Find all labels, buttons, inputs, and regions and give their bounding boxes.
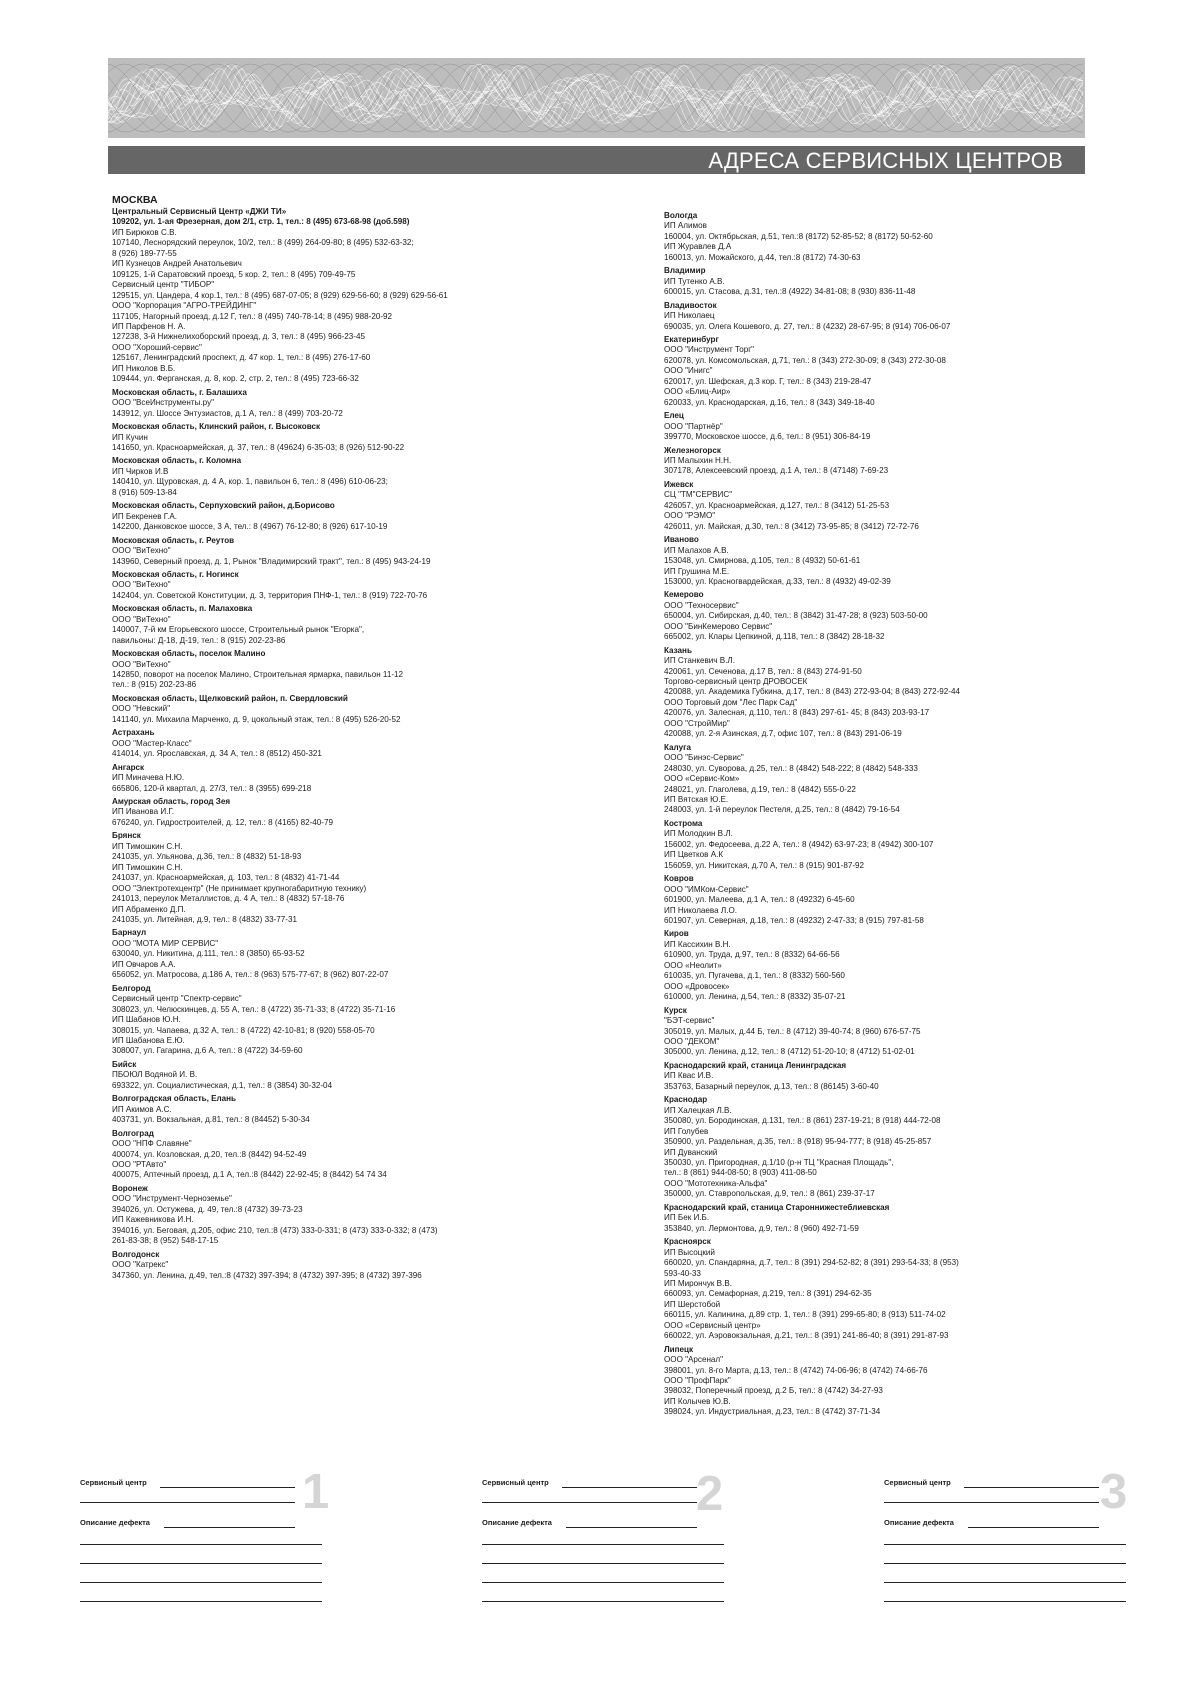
address-line: 248003, ул. 1-й переулок Пестеля, д.25, тел.: 8 (4842) 79-16-54 — [664, 805, 900, 815]
address-line: ИП Мирончук В.В. — [664, 1278, 732, 1288]
service-coupon-1 — [80, 1465, 380, 1618]
address-line: ООО "СтройМир" — [664, 718, 730, 728]
city-heading: Астрахань — [112, 728, 155, 738]
address-line: ИП Кажевникова И.Н. — [112, 1215, 194, 1225]
coupon-defect-line-2[interactable] — [482, 1563, 724, 1564]
city-heading: Московская область, г. Коломна — [112, 456, 242, 466]
address-line: ИП Станкевич В.Л. — [664, 656, 735, 666]
address-line: 140007, 7-й км Егорьевского шоссе, Строительный рынок "Егорка", — [112, 625, 365, 635]
address-line: 660022, ул. Аэровокзальная, д.21, тел.: 8 (391) 241-86-40; 8 (391) 291-87-93 — [664, 1331, 949, 1341]
address-line: ООО "Корпорация "АГРО-ТРЕЙДИНГ" — [112, 301, 257, 311]
address-line: ИП Тимошкин С.Н. — [112, 841, 183, 851]
city-heading: Московская область, г. Реутов — [112, 535, 235, 545]
decorative-guilloche-band — [108, 58, 1085, 138]
service-coupon-2 — [482, 1467, 782, 1618]
address-line: ООО "РЭМО" — [664, 511, 716, 521]
city-heading: 109202, ул. 1-ая Фрезерная, дом 2/1, стр. 1, тел.: 8 (495) 673-68-98 (доб.598) — [112, 217, 410, 227]
address-line: 403731, ул. Вокзальная, д.81, тел.: 8 (84452) 5-30-34 — [112, 1115, 310, 1125]
address-line: ООО "Мототехника-Альфа" — [664, 1178, 768, 1188]
address-line: ООО "Партнёр" — [664, 421, 723, 431]
coupon-defect-line-4[interactable] — [482, 1601, 724, 1602]
address-line: ИП Абраменко Д.П. — [112, 904, 186, 914]
address-line: ИП Шерстобой — [664, 1299, 721, 1309]
coupon-number: 1 — [302, 1465, 330, 1519]
address-line: ИП Акимов А.С. — [112, 1104, 172, 1114]
address-line: ООО "Невский" — [112, 704, 171, 714]
address-line: ООО "ВиТехно" — [112, 659, 171, 669]
address-line: 420088, ул. Академика Губкина, д.17, тел.: 8 (843) 272-93-04; 8 (843) 272-92-44 — [664, 687, 961, 697]
address-line: ООО "Инструмент-Черноземье" — [112, 1194, 232, 1204]
address-line: 347360, ул. Ленина, д.49, тел.:8 (4732) 397-394; 8 (4732) 397-395; 8 (4732) 397-396 — [112, 1270, 422, 1280]
address-line: ИП Грушина М.Е. — [664, 566, 730, 576]
coupon-service-label: Сервисный центр — [884, 1478, 951, 1487]
address-line: 398024, ул. Индустриальная, д.23, тел.: 8 (4742) 37-71-34 — [664, 1407, 881, 1417]
address-line: ИП Николаева Л.О. — [664, 905, 737, 915]
title-bar — [108, 146, 1085, 174]
address-line: ИП Малыхин Н.Н. — [664, 455, 732, 465]
address-line: ООО «Сервис-Ком» — [664, 774, 740, 784]
address-line: 399770, Московское шоссе, д.6, тел.: 8 (951) 306-84-19 — [664, 432, 871, 442]
coupon-service-label: Сервисный центр — [482, 1478, 549, 1487]
address-line: павильоны: Д-18, Д-19, тел.: 8 (915) 202-23-86 — [112, 635, 286, 645]
address-line: 676240, ул. Гидростроителей, д. 12, тел.: 8 (4165) 82-40-79 — [112, 817, 333, 827]
city-heading: Вологда — [664, 211, 698, 220]
page-title: АДРЕСА СЕРВИСНЫХ ЦЕНТРОВ — [708, 148, 1063, 173]
address-line: 630040, ул. Никитина, д.111, тел.: 8 (3850) 65-93-52 — [112, 949, 305, 959]
city-heading: Брянск — [112, 831, 141, 841]
coupon-defect-field[interactable] — [566, 1527, 697, 1528]
address-line: 620033, ул. Краснодарская, д.16, тел.: 8 (343) 349-18-40 — [664, 397, 875, 407]
address-line: ООО "ДЕКОМ" — [664, 1036, 720, 1046]
address-line: "БЭТ-сервис" — [664, 1016, 715, 1026]
address-line: 129515, ул. Цандера, 4 кор.1, тел.: 8 (495) 687-07-05; 8 (929) 629-56-60; 8 (929) 629-56-61 — [112, 290, 448, 300]
address-line: ООО "Инигс" — [664, 366, 713, 376]
address-line: 142200, Данковское шоссе, 3 А, тел.: 8 (4967) 76-12-80; 8 (926) 617-10-19 — [112, 522, 388, 532]
address-line: 426057, ул. Красноармейская, д.127, тел.: 8 (3412) 51-25-53 — [664, 500, 890, 510]
address-line: Торгово-сервисный центр ДРОВОСЕК — [664, 677, 808, 687]
address-line: ИП Шабанова Е.Ю. — [112, 1035, 185, 1045]
city-heading: Московская область, поселок Малино — [112, 649, 266, 659]
service-centers-column-left — [112, 194, 582, 1281]
address-line: ООО "НПФ Славяне" — [112, 1139, 192, 1149]
address-line: 398032, Поперечный проезд, д.2 Б, тел.: 8 (4742) 34-27-93 — [664, 1386, 883, 1396]
address-line: 248021, ул. Глаголева, д.19, тел.: 8 (4842) 555-0-22 — [664, 784, 856, 794]
address-line: ИП Овчаров А.А. — [112, 959, 176, 969]
address-line: ИП Квас И.В. — [664, 1071, 714, 1081]
address-line: ИП Парфенов Н. А. — [112, 321, 186, 331]
address-line: 160004, ул. Октябрьская, д.51, тел.:8 (8172) 52-85-52; 8 (8172) 50-52-60 — [664, 231, 933, 241]
address-line: ООО "РТАвто" — [112, 1159, 167, 1169]
service-centers-column-right — [664, 211, 1134, 1418]
address-line: ИП Халецкая Л.В. — [664, 1105, 732, 1115]
city-heading: Липецк — [664, 1344, 694, 1354]
address-line: 610000, ул. Ленина, д.54, тел.: 8 (8332) 35-07-21 — [664, 992, 846, 1002]
address-line: ИП Голубев — [664, 1126, 709, 1136]
address-line: 650004, ул. Сибирская, д.40, тел.: 8 (3842) 31-47-28; 8 (923) 503-50-00 — [664, 611, 928, 621]
address-line: 350900, ул. Раздельная, д.35, тел.: 8 (918) 95-94-777; 8 (918) 45-25-857 — [664, 1137, 932, 1147]
address-line: 141650, ул. Красноармейская, д. 37, тел.: 8 (49624) 6-35-03; 8 (926) 512-90-22 — [112, 442, 405, 452]
address-line: ИП Малахов А.В. — [664, 545, 729, 555]
address-line: 610900, ул. Труда, д.97, тел.: 8 (8332) 64-66-56 — [664, 950, 840, 960]
address-line: ИП Тутенко А.В. — [664, 276, 725, 286]
address-line: 353763, Базарный переулок, д.13, тел.: 8 (86145) 3-60-40 — [664, 1081, 879, 1091]
city-heading: Белгород — [112, 983, 151, 993]
coupon-service-field[interactable] — [160, 1487, 295, 1488]
address-line: ИП Цветков А.К — [664, 850, 724, 860]
city-heading: Московская область, Клинский район, г. Высоковск — [112, 422, 321, 432]
address-line: 248030, ул. Суворова, д.25, тел.: 8 (4842) 548-222; 8 (4842) 548-333 — [664, 763, 918, 773]
coupon-defect-line-1[interactable] — [884, 1544, 1126, 1545]
city-heading: Иваново — [664, 535, 699, 545]
address-line: ООО "ВсеИнструменты.ру" — [112, 398, 215, 408]
address-line: ООО "ВиТехно" — [112, 580, 171, 590]
service-coupon-3 — [884, 1465, 1184, 1618]
coupon-number: 2 — [696, 1467, 724, 1521]
address-line: ИП Шабанов Ю.Н. — [112, 1015, 181, 1025]
address-line: 593-40-33 — [664, 1268, 701, 1278]
address-line: 153000, ул. Красногвардейская, д.33, тел.: 8 (4932) 49-02-39 — [664, 576, 891, 586]
address-line: 305000, ул. Ленина, д.12, тел.: 8 (4712) 51-20-10; 8 (4712) 51-02-01 — [664, 1047, 915, 1057]
city-heading: Курск — [664, 1005, 687, 1015]
address-line: 394016, ул. Беговая, д.205, офис 210, тел.:8 (473) 333-0-331; 8 (473) 333-0-332; 8 (473) — [112, 1225, 438, 1235]
coupon-service-field-line2[interactable] — [482, 1502, 697, 1503]
address-line: 308023, ул. Челюскинцев, д. 55 А, тел.: 8 (4722) 35-71-33; 8 (4722) 35-71-16 — [112, 1004, 396, 1014]
address-line: ООО "Арсенал" — [664, 1355, 724, 1365]
city-heading: Краснодарский край, станица Староннижестеблиевская — [664, 1202, 890, 1212]
address-line: 665002, ул. Клары Цепкиной, д.118, тел.: 8 (3842) 28-18-32 — [664, 632, 885, 642]
address-line: 600015, ул. Стасова, д.31, тел.:8 (4922) 34-81-08; 8 (930) 836-11-48 — [664, 287, 916, 297]
city-heading: Московская область, г. Ногинск — [112, 569, 239, 579]
city-heading: Волгоградская область, Елань — [112, 1094, 237, 1104]
city-heading: Елец — [664, 411, 684, 421]
address-line: ИП Колычев Ю.В. — [664, 1396, 731, 1406]
address-line: ИП Вятская Ю.Е. — [664, 795, 729, 805]
address-line: 8 (916) 509-13-84 — [112, 487, 177, 497]
city-heading: Красноярск — [664, 1237, 711, 1247]
address-line: 420088, ул. 2-я Азинская, д.7, офис 107, тел.: 8 (843) 291-06-19 — [664, 729, 902, 739]
city-heading: Московская область, п. Малаховка — [112, 604, 253, 614]
address-line: 420076, ул. Залесная, д.110, тел.: 8 (843) 297-61- 45; 8 (843) 203-93-17 — [664, 708, 930, 718]
city-heading: Ковров — [664, 874, 694, 884]
address-line: 305019, ул. Малых, д.44 Б, тел.: 8 (4712) 39-40-74; 8 (960) 676-57-75 — [664, 1026, 921, 1036]
coupon-defect-line-4[interactable] — [884, 1601, 1126, 1602]
city-heading: Московская область, Щелковский район, п. Свердловский — [112, 693, 348, 703]
coupon-defect-line-3[interactable] — [80, 1582, 322, 1583]
city-heading: Волгоград — [112, 1128, 154, 1138]
address-line: 693322, ул. Социалистическая, д.1, тел.: 8 (3854) 30-32-04 — [112, 1080, 333, 1090]
address-line: 143912, ул. Шоссе Энтузиастов, д.1 А, тел.: 8 (499) 703-20-72 — [112, 408, 343, 418]
address-line: 656052, ул. Матросова, д.186 А, тел.: 8 (963) 575-77-67; 8 (962) 807-22-07 — [112, 970, 389, 980]
coupon-number: 3 — [1100, 1465, 1128, 1519]
city-heading: Владивосток — [664, 300, 717, 310]
address-line: ООО "Бинэс-Сервис" — [664, 753, 744, 763]
city-heading: Бийск — [112, 1059, 137, 1069]
address-line: ООО "Хороший-сервис" — [112, 342, 202, 352]
coupon-defect-label: Описание дефекта — [884, 1518, 954, 1527]
city-heading: МОСКВА — [112, 194, 158, 206]
address-line: ООО «Дровосек» — [664, 981, 730, 991]
city-heading: Владимир — [664, 266, 706, 276]
address-line: ИП Бекренев Г.А. — [112, 511, 178, 521]
address-line: 308015, ул. Чапаева, д.32 А, тел.: 8 (4722) 42-10-81; 8 (920) 558-05-70 — [112, 1025, 375, 1035]
address-line: ООО "МОТА МИР СЕРВИС" — [112, 938, 219, 948]
address-line: ООО "ВиТехно" — [112, 546, 171, 556]
address-line: 153048, ул. Смирнова, д.105, тел.: 8 (4932) 50-61-61 — [664, 556, 861, 566]
address-line: ИП Алимов — [664, 221, 707, 231]
address-line: 308007, ул. Гагарина, д.6 А, тел.: 8 (4722) 34-59-60 — [112, 1046, 303, 1056]
address-line: 140410, ул. Щуровская, д. 4 А, кор. 1, павильон 6, тел.: 8 (496) 610-06-23; — [112, 477, 388, 487]
city-heading: Киров — [664, 929, 689, 939]
coupon-service-field-line2[interactable] — [884, 1502, 1099, 1503]
address-line: ИП Иванова И.Г. — [112, 807, 175, 817]
address-line: ООО "Электротехцентр" (Не принимает крупногабаритную технику) — [112, 883, 367, 893]
address-line: СЦ "ТМ"СЕРВИС" — [664, 490, 733, 500]
address-line: ИП Миначева Н.Ю. — [112, 773, 185, 783]
address-line: 109444, ул. Ферганская, д. 8, кор. 2, стр. 2, тел.: 8 (495) 723-66-32 — [112, 374, 359, 384]
coupon-defect-line-1[interactable] — [482, 1544, 724, 1545]
address-line: 107140, Леснорядский переулок, 10/2, тел.: 8 (499) 264-09-80; 8 (495) 532-63-32; — [112, 238, 414, 248]
address-line: тел.: 8 (915) 202-23-86 — [112, 680, 197, 690]
address-line: ИП Кузнецов Андрей Анатольевич — [112, 259, 242, 269]
coupon-defect-line-1[interactable] — [80, 1544, 322, 1545]
address-line: 241035, ул. Литейная, д.9, тел.: 8 (4832) 33-77-31 — [112, 915, 297, 924]
address-line: 660093, ул. Семафорная, д.219, тел.: 8 (391) 294-62-35 — [664, 1289, 872, 1299]
address-line: 127238, 3-й Нижнелихоборский проезд, д. 3, тел.: 8 (495) 966-23-45 — [112, 332, 365, 342]
city-heading: Московская область, г. Балашиха — [112, 387, 247, 397]
coupon-defect-line-4[interactable] — [80, 1601, 322, 1602]
address-line: 125167, Ленинградский проспект, д. 47 кор. 1, тел.: 8 (495) 276-17-60 — [112, 353, 371, 363]
address-line: ООО "ВиТехно" — [112, 614, 171, 624]
address-line: ООО «Сервисный центр» — [664, 1320, 761, 1330]
city-heading: Железногорск — [664, 445, 721, 455]
address-line: 398001, ул. 8-го Марта, д.13, тел.: 8 (4742) 74-06-96; 8 (4742) 74-66-76 — [664, 1365, 928, 1375]
city-heading: Ижевск — [664, 479, 694, 489]
address-line: 601900, ул. Малеева, д.1 А, тел.: 8 (49232) 6-45-60 — [664, 895, 855, 905]
city-heading: Московская область, Серпуховский район, д.Борисово — [112, 501, 335, 511]
city-heading: Краснодар — [664, 1095, 708, 1105]
address-line: ПБОЮЛ Водяной И. В. — [112, 1070, 198, 1080]
address-line: 420061, ул. Сеченова, д.17 В, тел.: 8 (843) 274-91-50 — [664, 666, 862, 676]
address-line: Сервисный центр "Спектр-сервис" — [112, 994, 242, 1004]
address-line: 690035, ул. Олега Кошевого, д. 27, тел.: 8 (4232) 28-67-95; 8 (914) 706-06-07 — [664, 321, 951, 331]
address-line: ИП Чирков И.В — [112, 466, 169, 476]
coupon-defect-field[interactable] — [164, 1527, 295, 1528]
address-line: ИП Дуванский — [664, 1147, 718, 1157]
city-heading: Кемерово — [664, 590, 704, 600]
address-line: 141140, ул. Михаила Марченко, д. 9, цокольный этаж, тел.: 8 (495) 526-20-52 — [112, 714, 401, 724]
city-heading: Казань — [664, 645, 692, 655]
address-line: 620017, ул. Шефская, д.3 кор. Г, тел.: 8 (343) 219-28-47 — [664, 376, 872, 386]
address-line: тел.: 8 (861) 944-08-50; 8 (903) 411-08-50 — [664, 1168, 817, 1178]
address-line: 117105, Нагорный проезд, д.12 Г, тел.: 8 (495) 740-78-14; 8 (495) 988-20-92 — [112, 311, 393, 321]
address-line: ООО "Инструмент Торг" — [664, 345, 755, 355]
address-line: 160013, ул. Можайского, д.44, тел.:8 (8172) 74-30-63 — [664, 252, 861, 262]
address-line: ООО Торговый дом "Лес Парк Сад" — [664, 697, 798, 707]
address-line: ИП Кучин — [112, 432, 148, 442]
address-line: 620078, ул. Комсомольская, д.71, тел.: 8 (343) 272-30-09; 8 (343) 272-30-08 — [664, 355, 946, 365]
coupon-defect-line-2[interactable] — [884, 1563, 1126, 1564]
address-line: 109125, 1-й Саратовский проезд, 5 кор. 2, тел.: 8 (495) 709-49-75 — [112, 269, 356, 279]
address-line: ИП Кассихин В.Н. — [664, 939, 731, 949]
city-heading: Ангарск — [112, 762, 145, 772]
address-line: ООО «Неолит» — [664, 960, 722, 970]
address-line: 156059, ул. Никитская, д.70 А, тел.: 8 (915) 901-87-92 — [664, 860, 865, 870]
city-heading: Екатеринбург — [664, 334, 719, 344]
city-heading: Центральный Сервисный Центр «ДЖИ ТИ» — [112, 207, 287, 216]
coupon-service-label: Сервисный центр — [80, 1478, 147, 1487]
address-line: ООО "БинКемерово Сервис" — [664, 621, 773, 631]
address-line: ООО «Блиц-Аир» — [664, 387, 731, 397]
address-line: Сервисный центр "ТИБОР" — [112, 280, 215, 290]
address-line: ИП Бек И.Б. — [664, 1213, 710, 1223]
address-line: 241013, переулок Металлистов, д. 4 А, тел.: 8 (4832) 57-18-76 — [112, 894, 345, 904]
coupon-service-field[interactable] — [562, 1487, 697, 1488]
address-line: 665806, 120-й квартал, д. 27/3, тел.: 8 (3955) 699-218 — [112, 783, 312, 793]
address-line: ИП Николов В.Б. — [112, 363, 176, 373]
coupon-defect-line-3[interactable] — [482, 1582, 724, 1583]
address-line: ООО "Техносервис" — [664, 600, 739, 610]
address-line: ИП Тимошкин С.Н. — [112, 862, 183, 872]
address-line: 241037, ул. Красноармейская, д. 103, тел.: 8 (4832) 41-71-44 — [112, 873, 340, 883]
address-line: ООО "ПрофПарк" — [664, 1376, 731, 1386]
address-line: ООО "ИМКом-Сервис" — [664, 884, 749, 894]
address-line: ИП Высоцкий — [664, 1247, 715, 1257]
address-line: 414014, ул. Ярославская, д. 34 А, тел.: 8 (8512) 450-321 — [112, 749, 322, 759]
address-line: 660020, ул. Спандаряна, д.7, тел.: 8 (391) 294-52-82; 8 (391) 293-54-33; 8 (953) — [664, 1258, 959, 1268]
address-line: 601907, ул. Северная, д.18, тел.: 8 (49232) 2-47-33; 8 (915) 797-81-58 — [664, 916, 924, 925]
address-line: 8 (926) 189-77-55 — [112, 248, 177, 258]
city-heading: Калуга — [664, 742, 691, 752]
address-line: 426011, ул. Майская, д.30, тел.: 8 (3412) 73-95-85; 8 (3412) 72-72-76 — [664, 521, 919, 531]
address-line: ИП Журавлев Д.А — [664, 242, 732, 252]
address-line: 353840, ул. Лермонтова, д.9, тел.: 8 (960) 492-71-59 — [664, 1223, 859, 1233]
coupon-defect-label: Описание дефекта — [482, 1518, 552, 1527]
city-heading: Краснодарский край, станица Ленинградская — [664, 1060, 847, 1070]
coupon-defect-line-2[interactable] — [80, 1563, 322, 1564]
address-line: 142850, поворот на поселок Малино, Строительная ярмарка, павильон 11-12 — [112, 670, 404, 680]
city-heading: Амурская область, город Зея — [112, 797, 231, 807]
address-line: 400074, ул. Козловская, д.20, тел.:8 (8442) 94-52-49 — [112, 1149, 307, 1159]
address-line: 394026, ул. Остужева, д. 49, тел.:8 (4732) 39-73-23 — [112, 1204, 303, 1214]
address-line: 143960, Северный проезд, д. 1, Рынок "Владимирский тракт", тел.: 8 (495) 943-24-19 — [112, 556, 431, 566]
coupon-defect-line-3[interactable] — [884, 1582, 1126, 1583]
coupon-defect-label: Описание дефекта — [80, 1518, 150, 1527]
address-line: 142404, ул. Советской Конституции, д. 3, территория ПНФ-1, тел.: 8 (919) 722-70-76 — [112, 590, 428, 600]
coupon-defect-field[interactable] — [968, 1527, 1099, 1528]
address-line: 261-83-38; 8 (952) 548-17-15 — [112, 1236, 219, 1246]
address-line: ИП Николаец — [664, 311, 715, 321]
address-line: 350000, ул. Ставропольская, д.9, тел.: 8 (861) 239-37-17 — [664, 1189, 875, 1199]
address-line: 660115, ул. Калинина, д.89 стр. 1, тел.: 8 (391) 299-65-80; 8 (913) 511-74-02 — [664, 1310, 946, 1320]
address-line: 350030, ул. Пригородная, д.1/10 (р-н ТЦ "Красная Площадь", — [664, 1157, 894, 1167]
coupon-service-field-line2[interactable] — [80, 1502, 295, 1503]
address-line: 400075, Аптечный проезд, д.1 А, тел.:8 (8442) 22-92-45; 8 (8442) 54 74 34 — [112, 1170, 387, 1180]
address-line: 156002, ул. Федосеева, д.22 А, тел.: 8 (4942) 63-97-23; 8 (4942) 300-107 — [664, 839, 934, 849]
address-line: 307178, Алексеевский проезд, д.1 А, тел.: 8 (47148) 7-69-23 — [664, 466, 889, 476]
address-line: 350080, ул. Бородинская, д.131, тел.: 8 (861) 237-19-21; 8 (918) 444-72-08 — [664, 1116, 941, 1126]
city-heading: Барнаул — [112, 928, 147, 938]
address-line: 610035, ул. Пугачева, д.1, тел.: 8 (8332) 560-560 — [664, 971, 845, 981]
address-line: ООО "Мастер-Класс" — [112, 738, 192, 748]
address-line: ООО "Катрекс" — [112, 1260, 169, 1270]
city-heading: Воронеж — [112, 1183, 148, 1193]
coupon-service-field[interactable] — [964, 1487, 1099, 1488]
address-line: ИП Бирюков С.В. — [112, 227, 177, 237]
city-heading: Кострома — [664, 818, 703, 828]
address-line: ИП Молодкин В.Л. — [664, 829, 733, 839]
city-heading: Волгодонск — [112, 1249, 160, 1259]
address-line: 241035, ул. Ульянова, д.36, тел.: 8 (4832) 51-18-93 — [112, 852, 302, 862]
